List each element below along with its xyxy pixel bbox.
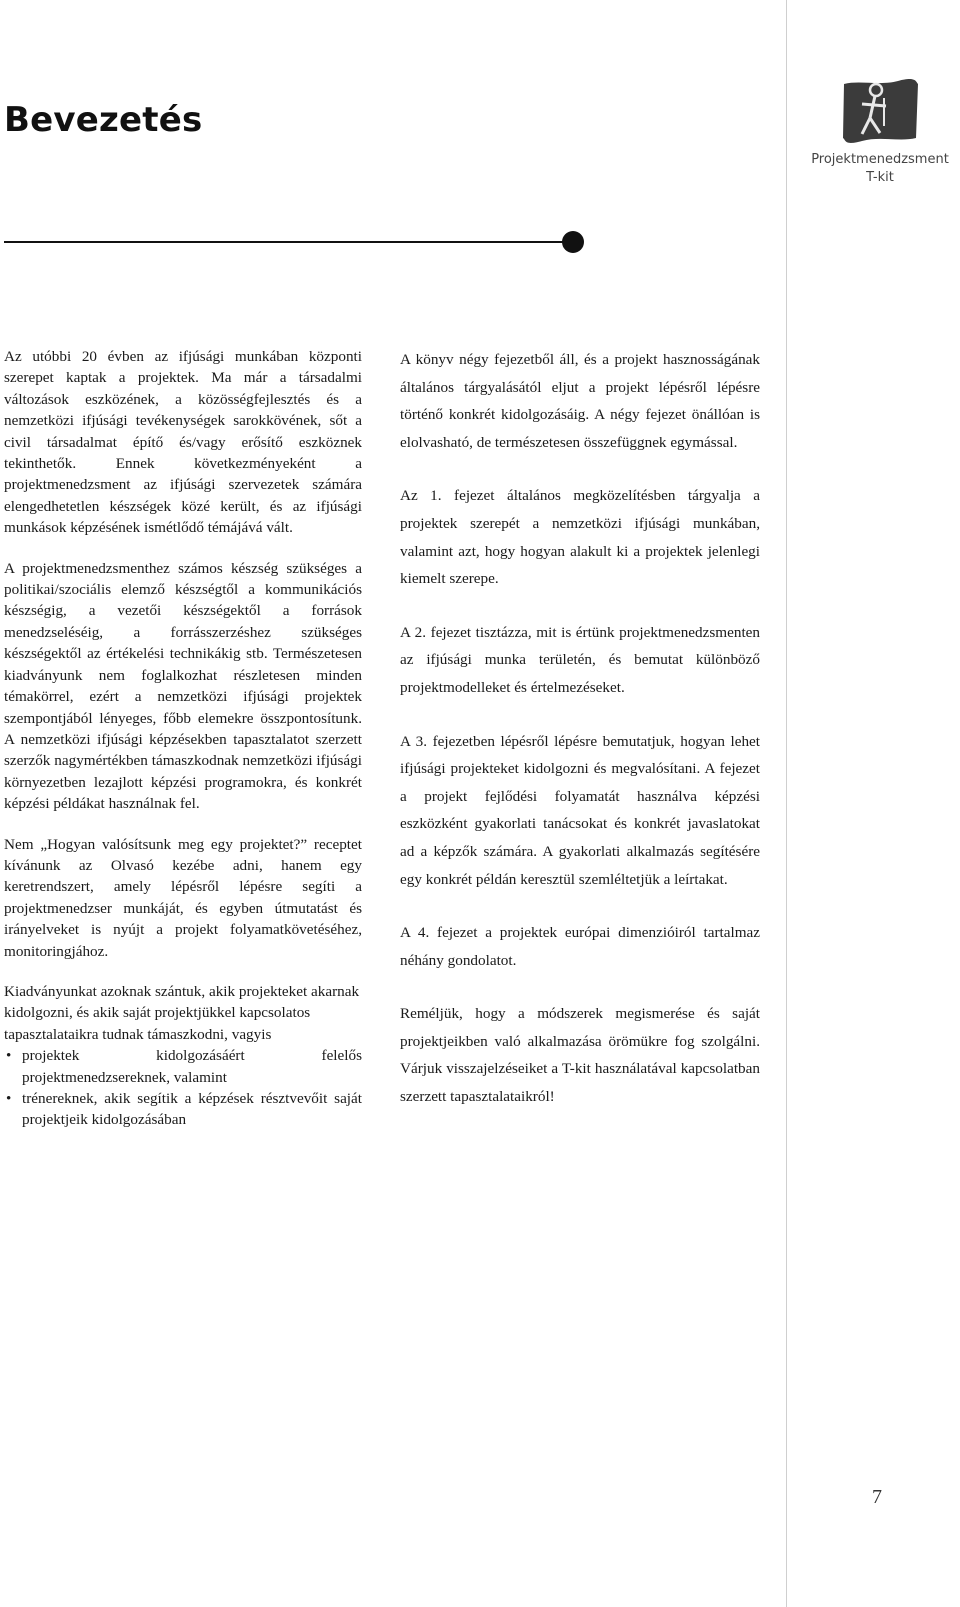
left-paragraph-1: Az utóbbi 20 évben az ifjúsági munkában központi szerepet kaptak a projektek. Ma már a társadalmi változások eszközének, a közösségfejlesztés és a nemzetközi ifjúsági tevékenységek sarokkövének, sőt a civil társadalmat építő és/vagy erősítő eszköznek tekinthetők. Ennek következményeként a projektmenedzsment az ifjúsági szervezetek számára elengedhetetlen készségek közé került, és az ifjúsági munkások képzésének ismétlődő témájává vált. (4, 348, 362, 537)
list-item (4, 1045, 362, 1088)
right-column (400, 346, 760, 1137)
list-item-text: projektek kidolgozásáért felelős projektmenedzsereknek, valamint (22, 1047, 362, 1086)
bullet-icon: • (6, 1090, 12, 1107)
title-rule (4, 241, 572, 243)
right-paragraph-5: A 4. fejezet a projektek európai dimenzióiról tartalmaz néhány gondolatot. (400, 924, 760, 969)
page-number: 7 (872, 1486, 882, 1508)
t-kit-logo-icon (840, 78, 920, 144)
right-paragraph-3: A 2. fejezet tisztázza, mit is értünk projektmenedzsmenten az ifjúsági munka területén, és bemutat különböző projektmodelleket és értelmezéseket. (400, 623, 760, 696)
audience-list (4, 1045, 362, 1131)
left-column (4, 346, 362, 1131)
sidebar-caption-line2: T-kit (866, 170, 894, 185)
list-item (4, 1088, 362, 1131)
left-paragraph-2: A projektmenedzsmenthez számos készség szükséges a politikai/szociális elemző készségtől a kommunikációs készségig, a vezetői készségektől a források menedzseléséig, a forrásszerzéshez szükséges készségektől az értékelési technikákig stb. Természetesen kiadványunk nem foglalkozhat részletesen minden témakörrel, ezért a nemzetközi ifjúsági projektek szempontjából lényeges, főbb elemekre összpontosítunk. A nemzetközi ifjúsági képzésekben tapasztalatot szerzett szerzők nagymértékben támaszkodnak nemzetközi ifjúsági környezetben lezajlott képzési programokra, és konkrét képzési példákat használnak fel. (4, 559, 362, 813)
sidebar-divider (786, 0, 787, 1607)
right-paragraph-2: Az 1. fejezet általános megközelítésben tárgyalja a projektek szerepét a nemzetközi ifjúsági munkában, valamint azt, hogy hogyan alakult ki a projektek jelenlegi kiemelt szerepe. (400, 487, 760, 588)
left-paragraph-4: Kiadványunkat azoknak szántuk, akik projekteket akarnak kidolgozni, és akik saját projektjükkel kapcsolatos tapasztalataikra tudnak támaszkodni, vagyis (4, 982, 360, 1043)
title-rule-dot (562, 231, 584, 253)
sidebar-caption-line1: Projektmenedzsment (811, 152, 949, 167)
left-paragraph-3: Nem „Hogyan valósítsunk meg egy projektet?” receptet kívánunk az Olvasó kezébe adni, hanem egy keretrendszert, amely lépésről lépésre segíti a projektmenedzser munkáját, és egyben útmutatást és irányelveket is nyújt a projekt folyamatkövetéséhez, monitoringjához. (4, 835, 362, 960)
right-paragraph-4: A 3. fejezetben lépésről lépésre bemutatjuk, hogyan lehet ifjúsági projekteket kidolgozni és megvalósítani. A fejezet a projekt fejlődési folyamatát használva képzési eszközként gyakorlati tanácsokat és konkrét javaslatokat ad a képzők számára. A gyakorlati alkalmazás segítésére egy konkrét példán keresztül szemléltetjük a leírtakat. (400, 732, 760, 888)
list-item-text: trénereknek, akik segítik a képzések résztvevőit saját projektjeik kidolgozásában (22, 1090, 362, 1129)
page-title: Bevezetés (4, 100, 203, 140)
right-paragraph-6: Reméljük, hogy a módszerek megismerése és saját projektjeikben való alkalmazása örömükre fog szolgálni. Várjuk visszajelzéseiket a T-kit használatával kapcsolatban szerzett tapasztalataikról! (400, 1005, 760, 1106)
right-paragraph-1: A könyv négy fejezetből áll, és a projekt hasznosságának általános tárgyalásától eljut a projekt lépésről lépésre történő konkrét kidolgozásáig. A négy fejezet önállóan is elolvasható, de természetesen összefüggnek egymással. (400, 351, 760, 451)
sidebar-caption (800, 151, 960, 187)
bullet-icon: • (6, 1047, 12, 1065)
